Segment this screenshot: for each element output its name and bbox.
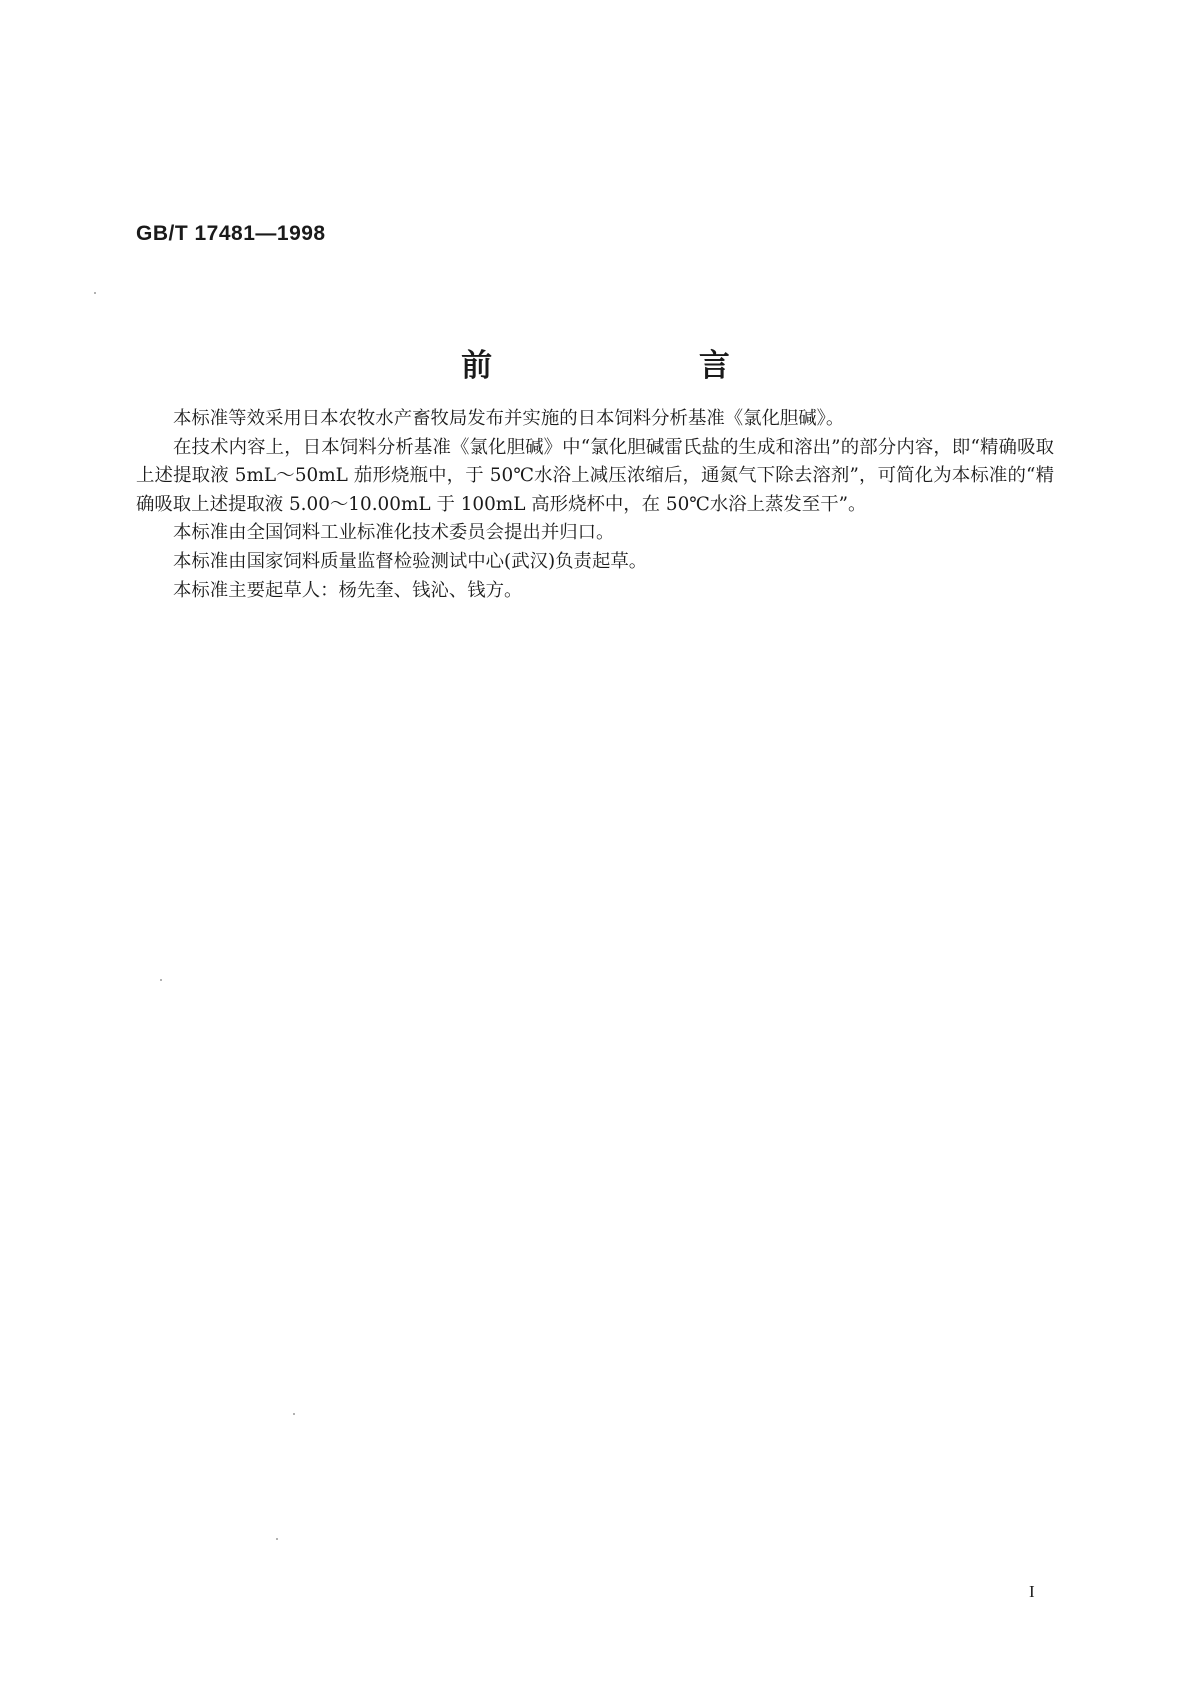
scan-speck [94, 292, 96, 294]
preface-paragraph: 本标准主要起草人：杨先奎、钱沁、钱方。 [173, 579, 523, 601]
preface-title: 前 言 [461, 348, 828, 384]
page-number: I [1029, 1582, 1035, 1601]
preface-paragraph: 本标准由国家饲料质量监督检验测试中心(武汉)负责起草。 [173, 550, 648, 572]
preface-paragraph: 本标准等效采用日本农牧水产畜牧局发布并实施的日本饲料分析基准《氯化胆碱》。 [173, 408, 845, 429]
standard-number: GB/T 17481—1998 [136, 222, 326, 245]
scan-speck [276, 1538, 278, 1540]
scan-speck [293, 1413, 295, 1415]
preface-paragraph: 本标准由全国饲料工业标准化技术委员会提出并归口。 [173, 522, 615, 544]
preface-body [136, 405, 1054, 605]
preface-paragraph: 在技术内容上，日本饲料分析基准《氯化胆碱》中“氯化胆碱雷氏盐的生成和溶出”的部分内容，即“精确吸取上述提取液 5mL～50mL 茄形烧瓶中，于 50℃水浴上减压浓缩后，通氮气下除去溶剂”，可简化为本标准的“精确吸取上述提取液 5.00～10.00mL 于 100mL 高形烧杯中，在 50℃水浴上蒸发至干”。 [136, 436, 1054, 515]
scan-speck [160, 979, 162, 981]
